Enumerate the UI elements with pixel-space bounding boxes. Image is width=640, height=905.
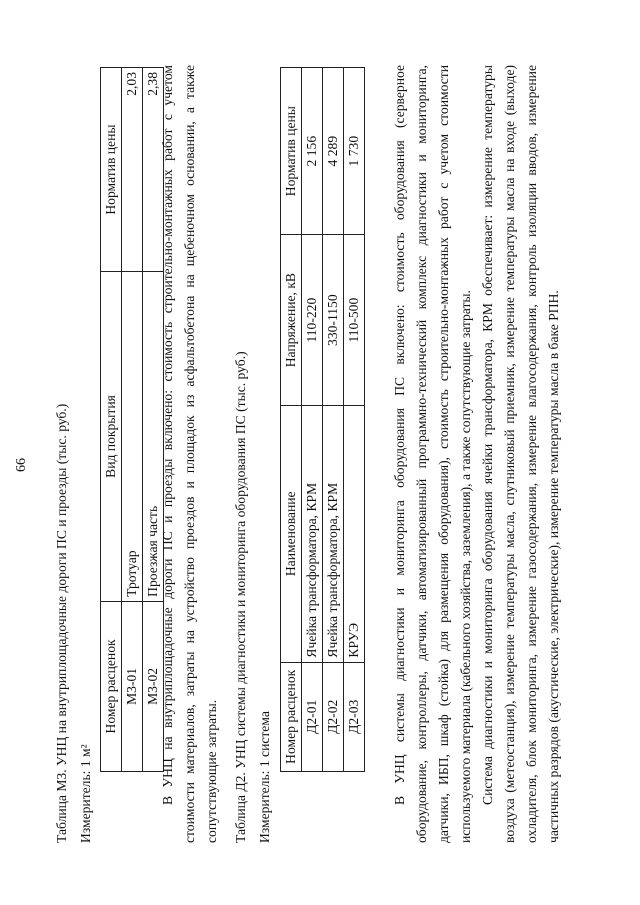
table-d2 [280,67,365,772]
column-header: Номер расценок [281,662,302,771]
paragraph-d2-line: охладителя, блок мониторинга, измерение газосодержания, измерение влагосодержания, контроль изоляции вводов, измерение [524,65,539,843]
table-cell: 2,38 [143,68,164,272]
table-cell: 4 289 [323,68,344,235]
table-cell: Д2-01 [302,662,323,771]
table-cell: 330-1150 [323,235,344,406]
paragraph-d2-line: В УНЦ системы диагностики и мониторинга оборудования ПС включено: стоимость оборудования (серверное [392,65,407,805]
table-m3 [100,67,164,772]
table-cell: Ячейка трансформатора, КРМ [323,405,344,662]
column-header: Норматив цены [281,68,302,235]
page-number: 66 [14,458,29,472]
table-cell: Д2-02 [323,662,344,771]
table-row [344,68,365,772]
table-cell: Ячейка трансформатора, КРМ [302,405,323,662]
paragraph-m3-line: стоимости материалов, затраты на устройство проездов и площадок из асфальтобетона на щебеночном основании, а также [182,65,197,843]
column-header: Номер расценок [101,601,122,771]
table-cell: 2 156 [302,68,323,235]
paragraph-d2-line: Система диагностики и мониторинга оборудования ячейки трансформатора, КРМ обеспечивает: измерение температуры [480,65,495,805]
table-row [302,68,323,772]
paragraph-m3-line: сопутствующие затраты. [204,699,219,843]
table-row [122,68,143,772]
table-cell: Тротуар [122,272,143,602]
paragraph-m3-line: В УНЦ на внутриплощадочные дороги ПС и проезды включено: стоимость строительно-монтажных работ с учетом [160,65,175,805]
table-cell: Д2-03 [344,662,365,771]
table-header-row [281,68,302,772]
table-cell: 110-500 [344,235,365,406]
paragraph-d2-line: используемого материала (кабельного хозяйства, заземления), а также сопутствующие затраты. [458,290,473,843]
column-header: Вид покрытия [101,272,122,602]
table-m3-caption: Таблица М3. УНЦ на внутриплощадочные дороги ПС и проезды (тыс. руб.) [54,403,69,843]
table-cell: 110-220 [302,235,323,406]
column-header: Норматив цены [101,68,122,272]
column-header: Напряжение, кВ [281,235,302,406]
paragraph-d2-line: воздуха (метеостанция), измерение температуры масла, спутниковый приемник, измерение температуры масла на входе (выходе) [502,65,517,843]
table-cell: 1 730 [344,68,365,235]
table-cell: М3-01 [122,601,143,771]
table-d2-unit: Измеритель: 1 система [257,711,272,843]
table-d2-caption: Таблица Д2. УНЦ системы диагностики и мониторинга оборудования ПС (тыс. руб.) [233,351,248,843]
column-header: Наименование [281,405,302,662]
table-cell: Проезжая часть [143,272,164,602]
table-cell: 2,03 [122,68,143,272]
table-header-row [101,68,122,772]
table-row [323,68,344,772]
paragraph-d2-line: оборудование, контроллеры, датчики, автоматизированный программно-технический комплекс диагностики и мониторинга, [414,65,429,843]
paragraph-d2-line: частичных разрядов (акустические, электрические), измерение температуры масла в баке РПН. [546,290,561,843]
paragraph-d2-line: датчики, ИБП, шкаф (стойка) для размещения оборудования), стоимость строительно-монтажных работ с учетом стоимости [436,65,451,843]
table-cell: М3-02 [143,601,164,771]
table-m3-unit: Измеритель: 1 м² [78,744,93,843]
table-cell: КРУЭ [344,405,365,662]
